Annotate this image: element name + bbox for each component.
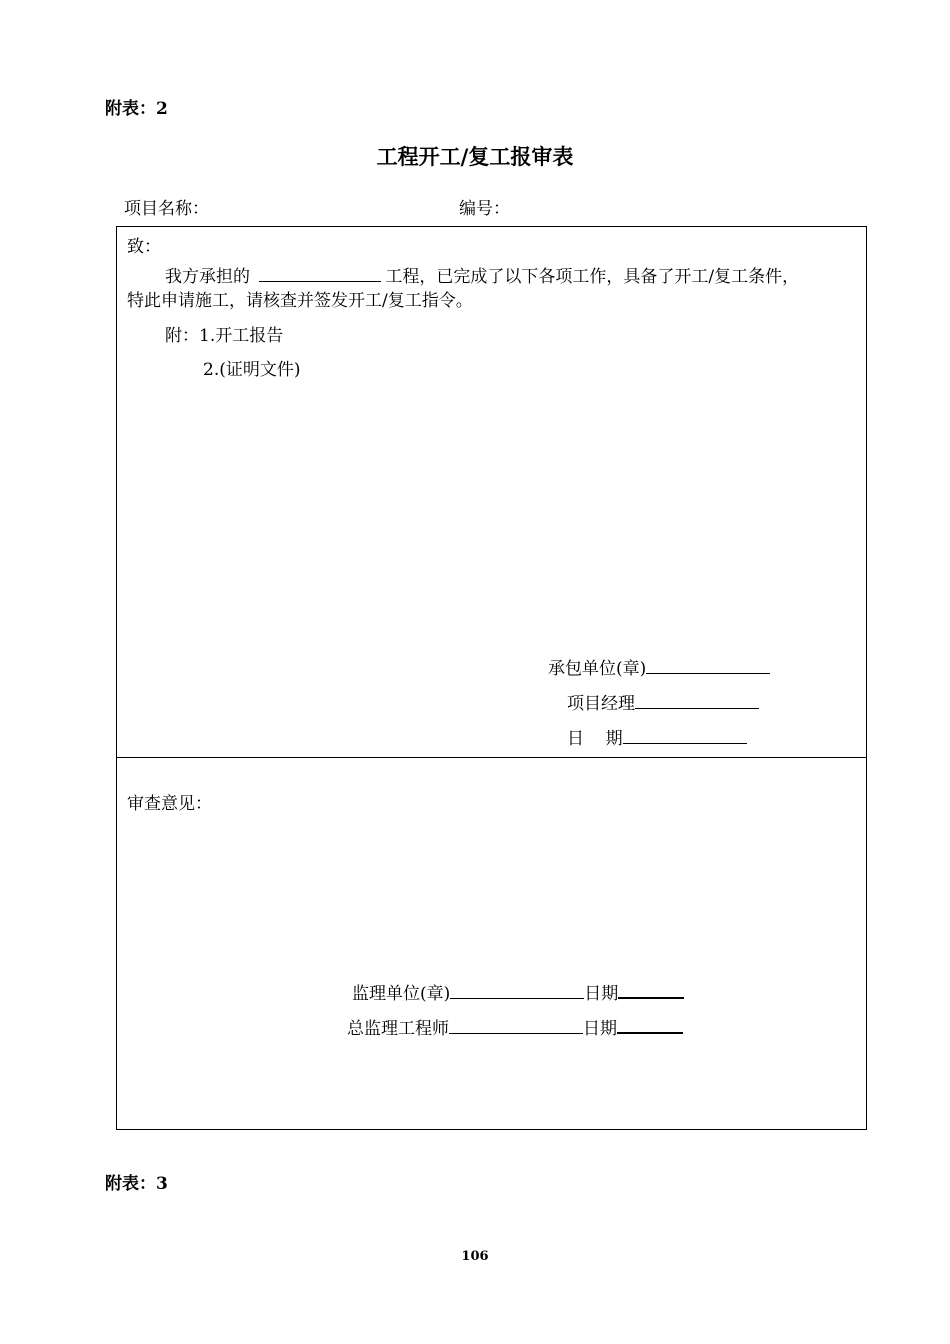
attachment-label-top: 附表：2: [105, 99, 168, 119]
review-section: [116, 757, 867, 1130]
paragraph-part1: 我方承担的: [165, 267, 250, 287]
review-date-blank-2[interactable]: [617, 1017, 683, 1034]
supervisor-unit-label: 监理单位(章): [352, 984, 451, 1004]
manager-signature-blank[interactable]: [635, 693, 759, 709]
serial-number-label: 编号：: [459, 199, 510, 219]
application-date-blank[interactable]: [623, 728, 747, 744]
manager-signature-row: [567, 689, 759, 714]
project-name-blank[interactable]: [259, 266, 381, 282]
review-date-label-2: 日期: [583, 1019, 617, 1039]
to-label: 致：: [127, 237, 161, 257]
review-opinion-label: 审查意见：: [127, 794, 212, 814]
paragraph-part2: 工程，已完成了以下各项工作，具备了开工/复工条件，: [385, 267, 800, 287]
chief-engineer-label: 总监理工程师: [347, 1019, 449, 1039]
project-name-label: 项目名称：: [124, 199, 209, 219]
review-date-blank-1[interactable]: [618, 982, 684, 999]
contractor-signature-blank[interactable]: [646, 658, 770, 674]
application-paragraph-line1: [165, 262, 799, 287]
chief-engineer-blank[interactable]: [449, 1018, 583, 1034]
attachment-label-bottom: 附表：3: [105, 1174, 168, 1194]
chief-engineer-signature-row: [347, 1014, 683, 1039]
contractor-label: 承包单位(章): [548, 659, 647, 679]
supervisor-unit-blank[interactable]: [450, 983, 584, 999]
application-paragraph-line2: 特此申请施工，请核查并签发开工/复工指令。: [127, 291, 473, 311]
page-number: 106: [461, 1249, 489, 1264]
application-date-row: [567, 724, 747, 749]
attachment-item-1: 附：1.开工报告: [165, 326, 284, 346]
application-section: [116, 226, 867, 758]
manager-label: 项目经理: [567, 694, 635, 714]
contractor-signature-row: [548, 654, 770, 679]
review-date-label-1: 日期: [584, 984, 619, 1004]
supervisor-signature-row: [352, 979, 684, 1004]
attachment-item-2: 2.(证明文件): [203, 360, 301, 380]
application-date-label: 日 期: [567, 729, 623, 749]
form-title: 工程开工/复工报审表: [376, 144, 574, 169]
